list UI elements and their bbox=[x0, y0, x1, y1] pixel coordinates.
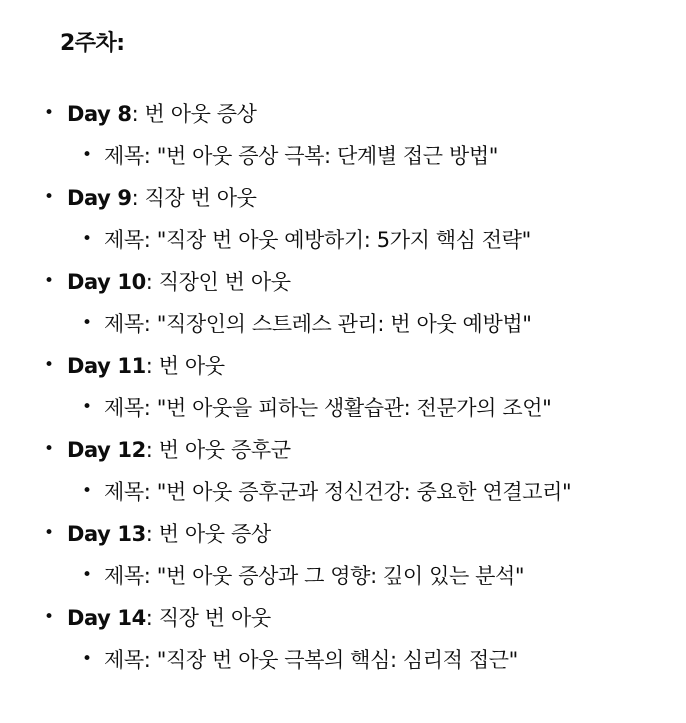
bullet-icon: • bbox=[44, 439, 55, 459]
day-list bbox=[0, 96, 686, 684]
list-item-day-13 bbox=[0, 516, 686, 600]
bullet-icon: • bbox=[44, 607, 55, 627]
day-separator: : bbox=[145, 522, 159, 546]
day-label: Day 10 bbox=[67, 270, 146, 294]
day-topic: 직장 번 아웃 bbox=[144, 186, 257, 210]
day-text bbox=[67, 600, 271, 636]
day-label: Day 9 bbox=[67, 186, 132, 210]
bullet-icon: • bbox=[44, 355, 55, 375]
post-title: "번 아웃 증상과 그 영향: 깊이 있는 분석" bbox=[156, 564, 525, 588]
post-title: "번 아웃을 피하는 생활습관: 전문가의 조언" bbox=[156, 396, 552, 420]
bullet-icon: • bbox=[44, 187, 55, 207]
bullet-icon: • bbox=[82, 313, 93, 333]
post-title: "직장 번 아웃 예방하기: 5가지 핵심 전략" bbox=[156, 228, 531, 252]
day-topic: 번 아웃 bbox=[158, 354, 225, 378]
bullet-icon: • bbox=[82, 565, 93, 585]
title-text bbox=[104, 558, 524, 594]
title-prefix: 제목: bbox=[104, 564, 157, 588]
post-title: "직장인의 스트레스 관리: 번 아웃 예방법" bbox=[156, 312, 532, 336]
day-text bbox=[67, 180, 257, 216]
list-item-day-10 bbox=[0, 264, 686, 348]
bullet-icon: • bbox=[82, 145, 93, 165]
day-text bbox=[67, 348, 225, 384]
day-separator: : bbox=[145, 354, 159, 378]
bullet-icon: • bbox=[44, 523, 55, 543]
title-prefix: 제목: bbox=[104, 228, 157, 252]
day-label: Day 11 bbox=[67, 354, 146, 378]
title-text bbox=[104, 138, 498, 174]
post-title: "번 아웃 증상 극복: 단계별 접근 방법" bbox=[156, 144, 498, 168]
list-item-day-9 bbox=[0, 180, 686, 264]
day-text bbox=[67, 432, 291, 468]
list-item-day-8 bbox=[0, 96, 686, 180]
day-topic: 번 아웃 증상 bbox=[158, 522, 271, 546]
bullet-icon: • bbox=[82, 481, 93, 501]
title-text bbox=[104, 642, 518, 678]
day-label: Day 8 bbox=[67, 102, 132, 126]
bullet-icon: • bbox=[82, 229, 93, 249]
day-label: Day 12 bbox=[67, 438, 146, 462]
title-prefix: 제목: bbox=[104, 480, 157, 504]
title-text bbox=[104, 306, 531, 342]
week-heading: 2주차: bbox=[60, 31, 125, 56]
day-separator: : bbox=[131, 102, 145, 126]
day-topic: 번 아웃 증상 bbox=[144, 102, 257, 126]
post-title: "번 아웃 증후군과 정신건강: 중요한 연결고리" bbox=[156, 480, 572, 504]
post-title: "직장 번 아웃 극복의 핵심: 심리적 접근" bbox=[156, 648, 518, 672]
bullet-icon: • bbox=[82, 649, 93, 669]
day-separator: : bbox=[145, 270, 159, 294]
day-separator: : bbox=[131, 186, 145, 210]
list-item-day-14 bbox=[0, 600, 686, 684]
day-separator: : bbox=[145, 606, 159, 630]
day-label: Day 13 bbox=[67, 522, 146, 546]
day-label: Day 14 bbox=[67, 606, 146, 630]
list-item-day-11 bbox=[0, 348, 686, 432]
day-topic: 직장 번 아웃 bbox=[158, 606, 271, 630]
day-separator: : bbox=[145, 438, 159, 462]
title-text bbox=[104, 474, 571, 510]
title-prefix: 제목: bbox=[104, 648, 157, 672]
list-item-day-12 bbox=[0, 432, 686, 516]
title-prefix: 제목: bbox=[104, 396, 157, 420]
title-text bbox=[104, 390, 551, 426]
title-prefix: 제목: bbox=[104, 144, 157, 168]
day-text bbox=[67, 264, 291, 300]
bullet-icon: • bbox=[44, 271, 55, 291]
bullet-icon: • bbox=[82, 397, 93, 417]
day-topic: 번 아웃 증후군 bbox=[158, 438, 291, 462]
title-text bbox=[104, 222, 531, 258]
day-text bbox=[67, 96, 257, 132]
bullet-icon: • bbox=[44, 103, 55, 123]
day-topic: 직장인 번 아웃 bbox=[158, 270, 291, 294]
title-prefix: 제목: bbox=[104, 312, 157, 336]
day-text bbox=[67, 516, 271, 552]
